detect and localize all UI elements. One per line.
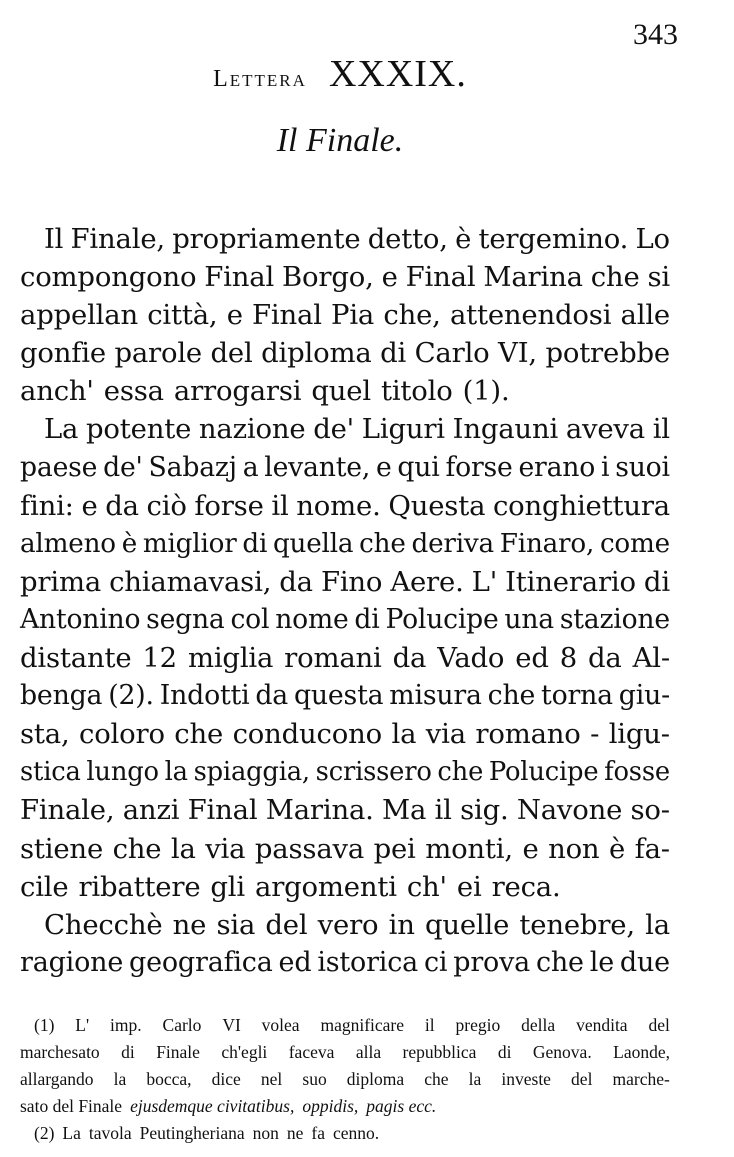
word: da xyxy=(587,642,622,675)
word: Antonino xyxy=(20,603,141,635)
word: marche- xyxy=(612,1069,670,1089)
word: (1) xyxy=(34,1015,55,1035)
word: di xyxy=(121,1042,135,1062)
word: ciò xyxy=(146,489,187,522)
text-line xyxy=(20,944,670,982)
word: Final xyxy=(204,261,275,294)
word: Final xyxy=(187,794,258,827)
word: (2). xyxy=(108,680,154,712)
word: VI, xyxy=(498,337,537,370)
word: si xyxy=(647,261,670,294)
footnote-text: sato del Finale xyxy=(20,1096,123,1116)
text-line xyxy=(20,220,670,258)
word: marchesato xyxy=(20,1042,100,1062)
word: arrogarsi xyxy=(173,375,302,408)
word: (2) xyxy=(34,1123,55,1143)
body-text xyxy=(20,220,670,982)
text-line xyxy=(20,715,670,753)
word: di xyxy=(380,337,407,370)
word: Finale, xyxy=(20,794,115,827)
word: fosse xyxy=(604,757,670,788)
word: fa xyxy=(311,1123,325,1143)
word: (1). xyxy=(462,375,510,408)
word: stazione xyxy=(559,603,670,635)
word: qui xyxy=(397,451,440,483)
word: istorica xyxy=(317,946,419,978)
text-line xyxy=(20,868,670,906)
word: una xyxy=(504,603,554,635)
word: Aere. xyxy=(390,565,464,598)
word: che, xyxy=(383,299,441,332)
word: e xyxy=(81,489,98,522)
word: e xyxy=(226,299,243,332)
word: che xyxy=(112,832,162,865)
word: la xyxy=(164,757,188,788)
word: Lo xyxy=(635,223,670,255)
word: da xyxy=(392,642,427,675)
word: repubblica xyxy=(402,1042,477,1062)
word: due xyxy=(619,946,670,978)
text-line xyxy=(20,677,670,715)
text-line xyxy=(20,830,670,868)
word: Sabazj xyxy=(148,451,237,483)
word: pei xyxy=(373,832,416,865)
word: ei xyxy=(456,870,482,903)
word: so- xyxy=(630,794,670,827)
word: Navone xyxy=(516,794,623,827)
word: passava xyxy=(254,832,365,865)
word: coloro xyxy=(79,718,165,751)
word: da xyxy=(279,565,313,598)
word: che xyxy=(359,528,406,559)
word: investe xyxy=(501,1069,551,1089)
word: che xyxy=(174,718,224,751)
word: del xyxy=(265,908,308,941)
word: anzi xyxy=(122,794,180,827)
word: Ma xyxy=(382,794,427,827)
word: che xyxy=(487,680,536,712)
word: sig. xyxy=(460,794,509,827)
word: tenebre, xyxy=(519,908,635,941)
word: titolo xyxy=(380,375,453,408)
word: giu- xyxy=(618,680,670,712)
word: potrebbe xyxy=(545,337,670,370)
word: prova xyxy=(453,946,531,978)
word: da xyxy=(105,489,139,522)
word: diploma xyxy=(261,337,372,370)
text-line xyxy=(20,753,670,791)
word: Finaro, xyxy=(499,528,595,559)
word: Vado xyxy=(437,642,505,675)
word: parole xyxy=(114,337,203,370)
word: che xyxy=(590,261,640,294)
word: via xyxy=(205,832,246,865)
word: le xyxy=(589,946,614,978)
word: diploma xyxy=(346,1069,405,1089)
word: romani xyxy=(284,642,382,675)
word: imp. xyxy=(110,1015,142,1035)
word: propriamente xyxy=(172,223,361,255)
text-line xyxy=(20,296,670,334)
word: faceva xyxy=(288,1042,335,1062)
word: prima xyxy=(20,565,102,598)
word: Il xyxy=(44,223,64,255)
word: stica xyxy=(20,757,81,788)
word: stiene xyxy=(20,832,104,865)
word: bocca, xyxy=(146,1069,192,1089)
word: pregio xyxy=(455,1015,501,1035)
word: nome. xyxy=(296,489,381,522)
word: in xyxy=(388,908,415,941)
text-line xyxy=(20,791,670,829)
word: potente xyxy=(86,413,192,446)
word: Ingauni xyxy=(452,413,559,446)
letter-heading xyxy=(0,52,680,96)
word: almeno xyxy=(20,528,116,559)
text-line xyxy=(20,372,670,410)
word: della xyxy=(521,1015,556,1035)
footnote-line xyxy=(20,1120,670,1147)
word: Indotti xyxy=(159,680,250,712)
word: la xyxy=(113,1069,127,1089)
word: di xyxy=(354,603,380,635)
word: - xyxy=(590,718,600,751)
word: attenendosi xyxy=(449,299,612,332)
word: di xyxy=(497,1042,512,1062)
word: è xyxy=(121,528,138,559)
word: de' xyxy=(313,413,355,446)
text-line xyxy=(20,639,670,677)
text-line xyxy=(20,563,670,601)
word: è xyxy=(455,223,472,255)
word: Polucipe xyxy=(488,757,599,788)
word: allargando xyxy=(20,1069,94,1089)
word: Checchè xyxy=(44,908,163,941)
word: e xyxy=(381,261,398,294)
word: Al- xyxy=(632,642,670,675)
word: Carlo xyxy=(414,337,490,370)
footnotes xyxy=(20,1012,670,1147)
word: appellan xyxy=(20,299,138,332)
word: anch' xyxy=(20,375,94,408)
word: Final xyxy=(405,261,476,294)
footnote-line xyxy=(20,1093,670,1120)
word: suo xyxy=(302,1069,327,1089)
word: del xyxy=(648,1015,670,1035)
word: ch' xyxy=(406,870,447,903)
word: volea xyxy=(261,1015,300,1035)
word: la xyxy=(170,832,196,865)
word: miglia xyxy=(187,642,274,675)
word: il xyxy=(434,794,452,827)
footnote-line xyxy=(20,1012,670,1039)
word: monti, xyxy=(425,832,513,865)
word: gonfie xyxy=(20,337,106,370)
footnote-quote: pagis ecc. xyxy=(366,1096,437,1116)
word: questa xyxy=(293,680,384,712)
word: e xyxy=(522,832,539,865)
word: il xyxy=(652,413,670,446)
word: scrissero xyxy=(315,757,432,788)
word: Fino xyxy=(320,565,383,598)
word: la xyxy=(645,908,670,941)
word: del xyxy=(210,337,253,370)
word: de' xyxy=(103,451,143,483)
word: ribattere xyxy=(78,870,201,903)
word: Polucipe xyxy=(385,603,499,635)
word: compongono xyxy=(20,261,197,294)
word: aveva xyxy=(565,413,645,446)
letter-word: Lettera xyxy=(213,66,307,92)
word: ragione xyxy=(20,946,124,978)
word: non xyxy=(548,832,600,865)
text-line xyxy=(20,906,670,944)
word: da xyxy=(255,680,289,712)
word: che xyxy=(424,1069,449,1089)
word: del xyxy=(571,1069,593,1089)
word: Questa xyxy=(388,489,486,522)
footnote-quote: oppidis, xyxy=(302,1096,359,1116)
word: La xyxy=(62,1123,81,1143)
word: VI xyxy=(222,1015,241,1035)
word: ed xyxy=(278,946,312,978)
word: ne xyxy=(172,908,207,941)
text-line xyxy=(20,601,670,639)
word: fa- xyxy=(634,832,670,865)
word: Carlo xyxy=(162,1015,202,1035)
word: 8 xyxy=(559,642,578,675)
text-line xyxy=(20,525,670,563)
word: i xyxy=(601,451,610,483)
word: suoi xyxy=(615,451,670,483)
word: alla xyxy=(355,1042,382,1062)
word: è xyxy=(608,832,626,865)
word: Marina. xyxy=(265,794,374,827)
word: nome xyxy=(275,603,349,635)
word: ligu- xyxy=(608,718,670,751)
word: chiamavasi, xyxy=(109,565,272,598)
word: miglior xyxy=(142,528,237,559)
word: torna xyxy=(541,680,613,712)
word: cile xyxy=(20,870,69,903)
word: dice xyxy=(211,1069,241,1089)
word: distante xyxy=(20,642,132,675)
word: fini: xyxy=(20,489,74,522)
word: Peutingheriana xyxy=(139,1123,245,1143)
word: conghiettura xyxy=(492,489,670,522)
word: alle xyxy=(620,299,670,332)
word: forse xyxy=(445,451,513,483)
text-line xyxy=(20,487,670,525)
word: 12 xyxy=(142,642,177,675)
word: nel xyxy=(260,1069,283,1089)
word: deriva xyxy=(411,528,494,559)
word: quelle xyxy=(424,908,510,941)
word: forse xyxy=(194,489,264,522)
word: come xyxy=(599,528,670,559)
word: cenno. xyxy=(333,1123,380,1143)
word: argomenti xyxy=(255,870,397,903)
word: spiaggia, xyxy=(193,757,310,788)
word: quella xyxy=(272,528,354,559)
word: non xyxy=(252,1123,279,1143)
word: magnificare xyxy=(320,1015,405,1035)
word: Itinerario xyxy=(505,565,636,598)
word: ed xyxy=(515,642,549,675)
word: il xyxy=(271,489,289,522)
text-line xyxy=(20,449,670,487)
word: Finale xyxy=(156,1042,200,1062)
text-line xyxy=(20,258,670,296)
word: Genova. xyxy=(532,1042,592,1062)
word: lungo xyxy=(86,757,159,788)
word: ne xyxy=(286,1123,304,1143)
chapter-title: Il Finale. xyxy=(276,122,404,159)
word: sta, xyxy=(20,718,70,751)
word: gli xyxy=(210,870,246,903)
word: quel xyxy=(311,375,371,408)
text-line xyxy=(20,410,670,448)
word: di xyxy=(242,528,268,559)
word: levante, xyxy=(264,451,371,483)
word: Liguri xyxy=(361,413,445,446)
word: misura xyxy=(389,680,482,712)
word: Pia xyxy=(331,299,375,332)
word: benga xyxy=(20,680,103,712)
word: essa xyxy=(103,375,164,408)
word: Finale, xyxy=(70,223,165,255)
word: geografica xyxy=(129,946,273,978)
word: tergemino. xyxy=(478,223,629,255)
word: la xyxy=(391,718,417,751)
word: romano xyxy=(475,718,581,751)
word: la xyxy=(468,1069,482,1089)
word: reca. xyxy=(491,870,561,903)
word: Marina xyxy=(483,261,583,294)
word: L' xyxy=(471,565,498,598)
word: erano xyxy=(518,451,596,483)
text-line xyxy=(20,334,670,372)
footnote-line xyxy=(20,1039,670,1066)
word: città, xyxy=(147,299,218,332)
word: e xyxy=(375,451,392,483)
word: nazione xyxy=(198,413,306,446)
word: conducono xyxy=(232,718,382,751)
word: ch'egli xyxy=(221,1042,268,1062)
word: vero xyxy=(317,908,379,941)
word: il xyxy=(424,1015,435,1035)
page-number: 343 xyxy=(633,18,678,51)
word: ci xyxy=(423,946,448,978)
word: via xyxy=(425,718,466,751)
word: che xyxy=(437,757,484,788)
word: Laonde, xyxy=(613,1042,670,1062)
word: La xyxy=(44,413,79,446)
word: sia xyxy=(216,908,256,941)
word: Borgo, xyxy=(282,261,374,294)
word: che xyxy=(535,946,584,978)
word: tavola xyxy=(88,1123,132,1143)
word: di xyxy=(643,565,670,598)
word: col xyxy=(230,603,270,635)
word: vendita xyxy=(576,1015,628,1035)
footnote-line xyxy=(20,1066,670,1093)
word: a xyxy=(242,451,259,483)
word: segna xyxy=(146,603,225,635)
footnote-quote: ejusdemque civitatibus, xyxy=(130,1096,295,1116)
word: detto, xyxy=(367,223,448,255)
word: L' xyxy=(75,1015,90,1035)
letter-number: XXXIX. xyxy=(328,53,467,95)
word: paese xyxy=(20,451,98,483)
word: Final xyxy=(252,299,322,332)
